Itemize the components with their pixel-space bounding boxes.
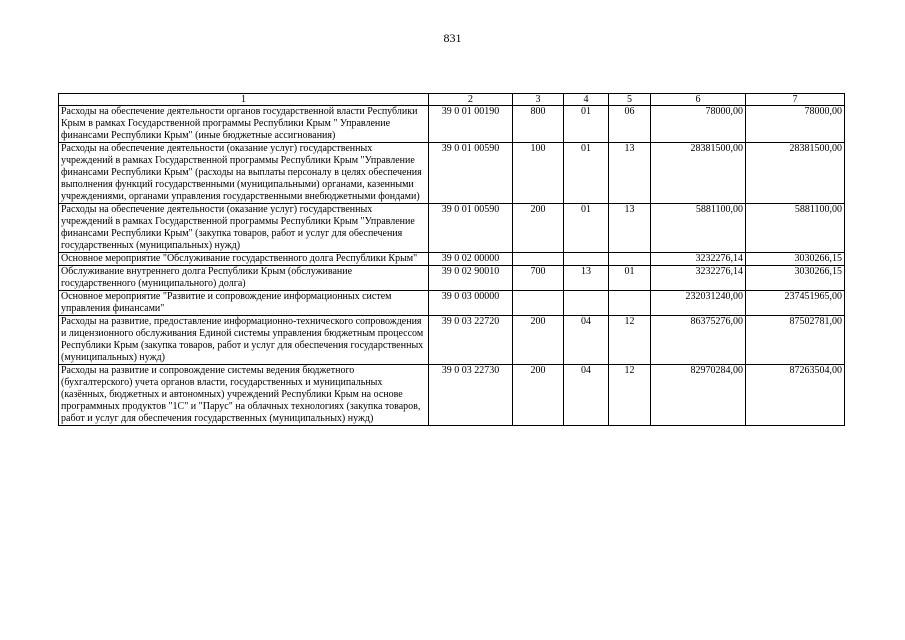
column-header-6: 6	[651, 94, 746, 106]
row-amount-col7: 28381500,00	[746, 143, 845, 204]
table-row	[59, 253, 845, 266]
row-subsection	[609, 291, 651, 316]
column-header-3: 3	[513, 94, 564, 106]
column-header-1: 1	[59, 94, 429, 106]
row-amount-col6: 232031240,00	[651, 291, 746, 316]
row-description: Расходы на обеспечение деятельности органов государственной власти Республики Крым в рамках Государственной программы Республики Крым " Управление финансами Республики Крым" (иные бюджетные ассигнования)	[59, 106, 429, 143]
row-expense-type	[513, 291, 564, 316]
row-amount-col6: 28381500,00	[651, 143, 746, 204]
row-amount-col7: 87263504,00	[746, 365, 845, 426]
row-amount-col7: 237451965,00	[746, 291, 845, 316]
row-section	[564, 253, 609, 266]
row-section: 01	[564, 143, 609, 204]
row-expense-type: 200	[513, 316, 564, 365]
row-subsection: 13	[609, 143, 651, 204]
row-amount-col6: 86375276,00	[651, 316, 746, 365]
table-row	[59, 143, 845, 204]
row-section: 04	[564, 316, 609, 365]
table-row	[59, 204, 845, 253]
row-amount-col7: 78000,00	[746, 106, 845, 143]
row-description: Расходы на обеспечение деятельности (оказание услуг) государственных учреждений в рамках Государственной программы Республики Крым "Управление финансами Республики Крым" (закупка товаров, работ и услуг для обеспечения государственных (муниципальных) нужд)	[59, 204, 429, 253]
row-section: 04	[564, 365, 609, 426]
row-subsection: 12	[609, 316, 651, 365]
row-expense-type: 700	[513, 266, 564, 291]
row-expense-type: 800	[513, 106, 564, 143]
row-description: Обслуживание внутреннего долга Республики Крым (обслуживание государственного (муниципального) долга)	[59, 266, 429, 291]
row-target-code: 39 0 01 00590	[429, 143, 513, 204]
row-subsection: 06	[609, 106, 651, 143]
row-subsection	[609, 253, 651, 266]
column-header-4: 4	[564, 94, 609, 106]
row-section	[564, 291, 609, 316]
row-amount-col7: 3030266,15	[746, 266, 845, 291]
row-description: Расходы на развитие, предоставление информационно-технического сопровождения и лицензионного обслуживания Единой системы управления бюджетным процессом Республики Крым (закупка товаров, работ и услуг для обеспечения государственных (муниципальных) нужд)	[59, 316, 429, 365]
row-amount-col6: 3232276,14	[651, 253, 746, 266]
budget-table	[58, 93, 845, 426]
row-section: 01	[564, 106, 609, 143]
page-number: 831	[443, 31, 462, 45]
row-amount-col6: 82970284,00	[651, 365, 746, 426]
row-description: Основное мероприятие "Обслуживание государственного долга Республики Крым"	[59, 253, 429, 266]
table-row	[59, 316, 845, 365]
row-amount-col7: 87502781,00	[746, 316, 845, 365]
row-section: 01	[564, 204, 609, 253]
row-description: Основное мероприятие "Развитие и сопровождение информационных систем управления финансами"	[59, 291, 429, 316]
column-header-5: 5	[609, 94, 651, 106]
row-expense-type: 100	[513, 143, 564, 204]
row-target-code: 39 0 01 00590	[429, 204, 513, 253]
row-description: Расходы на развитие и сопровождение системы ведения бюджетного (бухгалтерского) учета органов власти, государственных и муниципальных (казённых, бюджетных и автономных) учреждений Республики Крым на основе программных продуктов "1С" и "Парус" на облачных технологиях (закупка товаров, работ и услуг для обеспечения государственных (муниципальных) нужд)	[59, 365, 429, 426]
row-expense-type: 200	[513, 204, 564, 253]
row-amount-col6: 5881100,00	[651, 204, 746, 253]
row-target-code: 39 0 03 00000	[429, 291, 513, 316]
table-row	[59, 266, 845, 291]
table-row	[59, 106, 845, 143]
row-target-code: 39 0 02 90010	[429, 266, 513, 291]
row-target-code: 39 0 02 00000	[429, 253, 513, 266]
row-target-code: 39 0 03 22730	[429, 365, 513, 426]
row-amount-col7: 5881100,00	[746, 204, 845, 253]
row-target-code: 39 0 03 22720	[429, 316, 513, 365]
row-subsection: 12	[609, 365, 651, 426]
row-subsection: 01	[609, 266, 651, 291]
row-amount-col7: 3030266,15	[746, 253, 845, 266]
row-amount-col6: 78000,00	[651, 106, 746, 143]
table-row	[59, 291, 845, 316]
column-header-7: 7	[746, 94, 845, 106]
row-subsection: 13	[609, 204, 651, 253]
column-header-2: 2	[429, 94, 513, 106]
table-row	[59, 365, 845, 426]
row-section: 13	[564, 266, 609, 291]
row-expense-type	[513, 253, 564, 266]
row-description: Расходы на обеспечение деятельности (оказание услуг) государственных учреждений в рамках Государственной программы Республики Крым "Управление финансами Республики Крым" (расходы на выплаты персоналу в целях обеспечения выполнения функций государственными (муниципальными) органами, казенными учреждениями, органами управления государственными внебюджетными фондами)	[59, 143, 429, 204]
row-target-code: 39 0 01 00190	[429, 106, 513, 143]
row-amount-col6: 3232276,14	[651, 266, 746, 291]
table-header-row	[59, 94, 845, 106]
row-expense-type: 200	[513, 365, 564, 426]
